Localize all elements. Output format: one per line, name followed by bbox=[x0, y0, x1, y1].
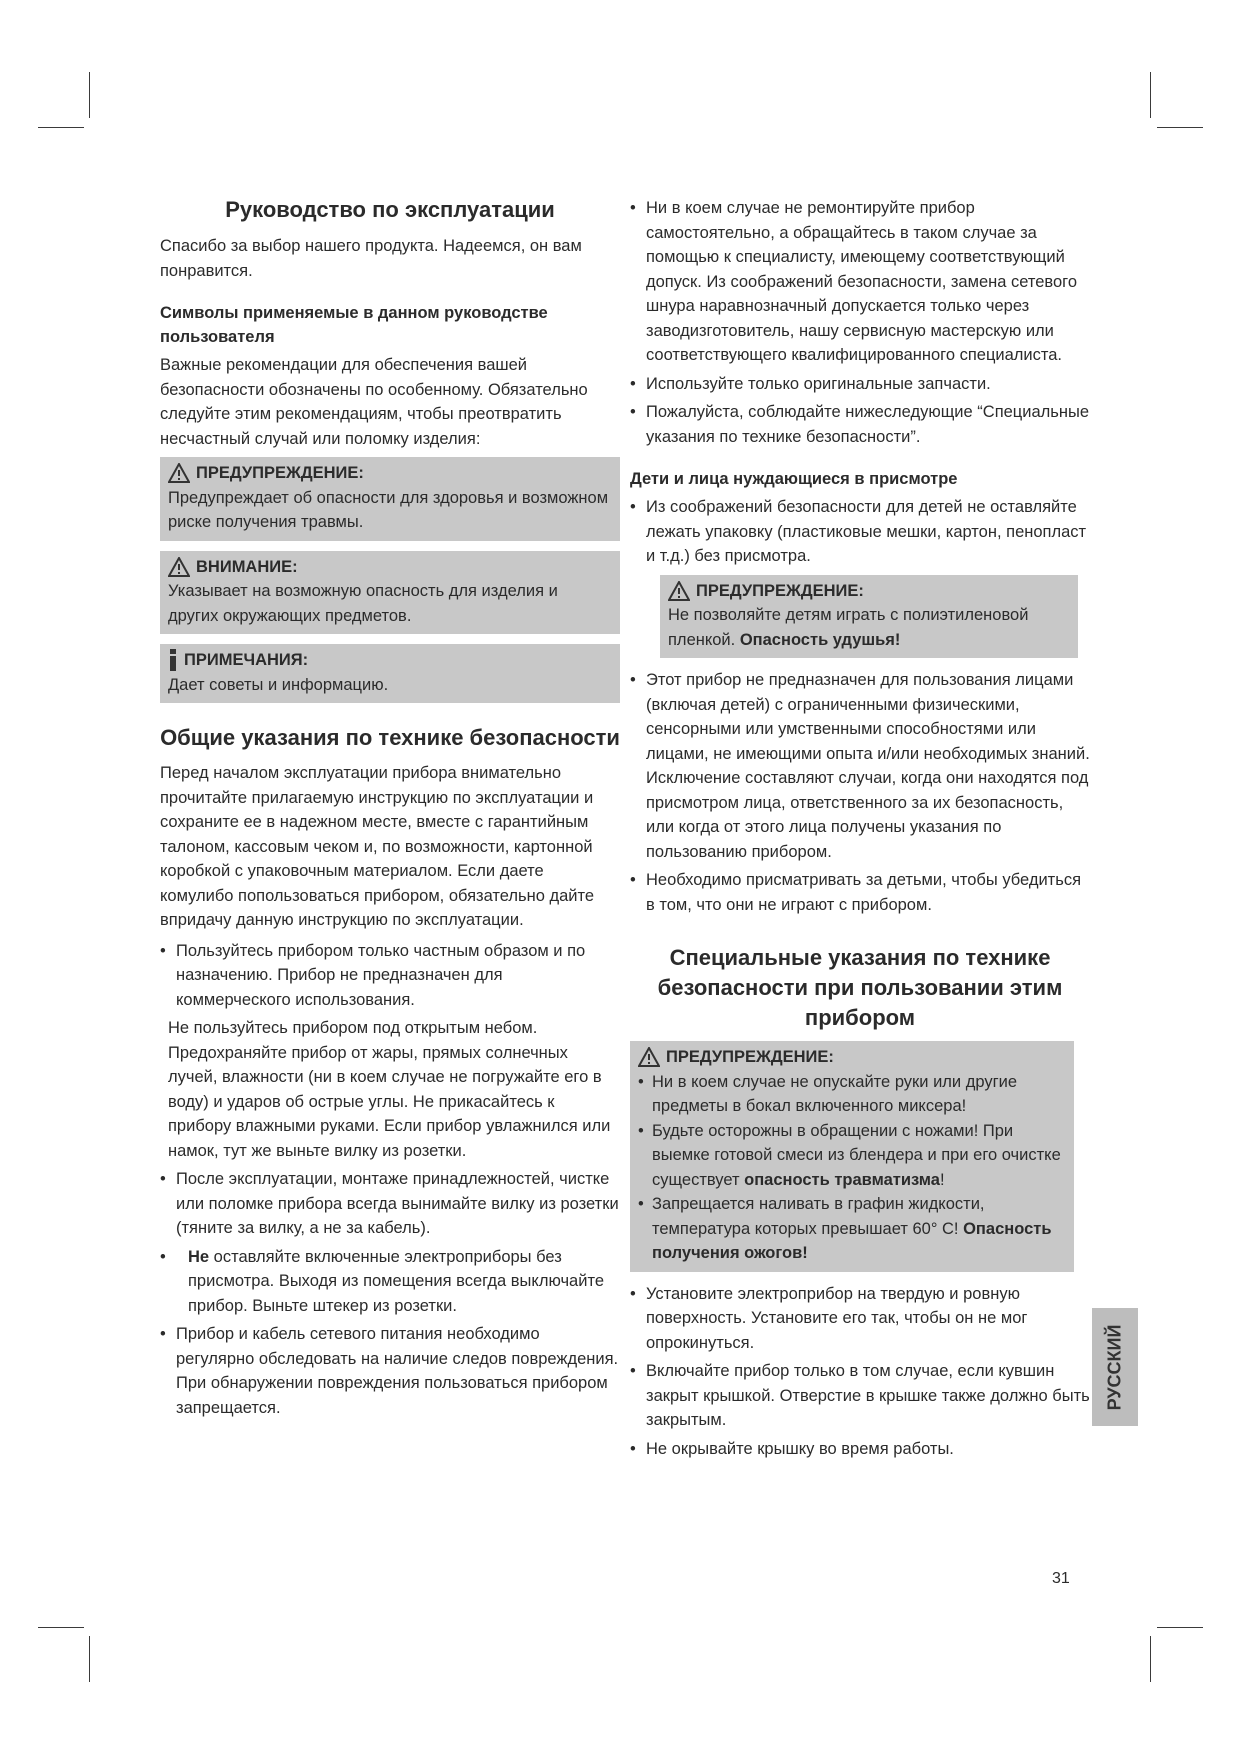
list-item: • После эксплуатации, монтаже принадлежностей, чистке или поломке прибора всегда вынимайте вилку из розетки (тяните за вилку, а не за кабель). bbox=[160, 1170, 619, 1237]
children-warning-text: Не позволяйте детям играть с полиэтиленовой пленкой. Опасность удушья! bbox=[668, 606, 1029, 649]
general-safety-heading: Общие указания по технике безопасности bbox=[160, 725, 620, 750]
list-item: • Будьте осторожны в обращении с ножами! При выемке готовой смеси из блендера и при его очистке существует опасность травматизма! bbox=[638, 1121, 1061, 1189]
general-safety-text: Перед началом эксплуатации прибора внимательно прочитайте прилагаемую инструкцию по эксплуатации и сохраните ее в надежном месте, вместе с гарантийным талоном, кассовым чеком и, по возможности, картонной коробкой с упаковочным материалом. Если даете комулибо попользоваться прибором, обязательно дайте впридачу данную инструкцию по эксплуатации. bbox=[160, 764, 595, 929]
crop-mark bbox=[38, 127, 84, 128]
warning-box-text: Предупреждает об опасности для здоровья и возможном риске получения травмы. bbox=[168, 488, 609, 531]
list-item: • Из соображений безопасности для детей не оставляйте лежать упаковку (пластиковые мешки, картон, пенопласт и т.д.) без присмотра. bbox=[630, 498, 1087, 565]
language-tab bbox=[1092, 1308, 1138, 1426]
symbols-heading: Символы применяемые в данном руководстве пользователя bbox=[160, 304, 548, 346]
installation-list bbox=[630, 1282, 1090, 1462]
special-safety-heading: Специальные указания по технике безопасности при пользовании этим прибором bbox=[657, 945, 1063, 1030]
crop-mark bbox=[1150, 72, 1151, 118]
crop-mark bbox=[1157, 1627, 1203, 1628]
special-warning-list bbox=[638, 1070, 1066, 1266]
warning-icon bbox=[168, 463, 190, 483]
warning-icon bbox=[638, 1047, 660, 1067]
list-item: • Этот прибор не предназначен для пользования лицами (включая детей) с ограниченными физическими, сенсорными или умственными способностями или лицами, не имеющими опыта и/или необходимых знаний. Исключение составляют случаи, когда они находятся под присмотром лица, ответственного за их безопасность, или когда от этого лица получены указания по пользованию прибором. bbox=[630, 671, 1090, 861]
list-item: • Пользуйтесь прибором только частным образом и по назначению. Прибор не предназначен для коммерческого использования. bbox=[160, 941, 586, 1009]
children-list bbox=[630, 495, 1090, 569]
children-warning-title: ПРЕДУПРЕЖДЕНИЕ: bbox=[696, 581, 864, 600]
crop-mark bbox=[89, 1636, 90, 1682]
crop-mark bbox=[38, 1627, 84, 1628]
list-item: • Необходимо присматривать за детьми, чтобы убедиться в том, что они не играют с прибором. bbox=[630, 871, 1082, 914]
list-item: • Включайте прибор только в том случае, если кувшин закрыт крышкой. Отверстие в крышке также должно быть закрытым. bbox=[630, 1362, 1090, 1429]
list-item: • Ни в коем случае не опускайте руки или другие предметы в бокал включенного миксера! bbox=[638, 1072, 1018, 1115]
warning-box bbox=[160, 457, 620, 541]
general-safety-list bbox=[160, 939, 620, 1421]
notes-box bbox=[160, 644, 620, 703]
warning-box-title: ПРЕДУПРЕЖДЕНИЕ: bbox=[196, 464, 364, 482]
list-item: • Не окрывайте крышку во время работы. bbox=[630, 1439, 954, 1458]
warning-icon bbox=[168, 557, 190, 577]
list-item: • Установите электроприбор на твердую и ровную поверхность. Установите его так, чтобы он не мог опрокинуться. bbox=[630, 1284, 1028, 1352]
left-column bbox=[160, 196, 620, 1424]
list-item: • Прибор и кабель сетевого питания необходимо регулярно обследовать на наличие следов повреждения. При обнаружении повреждения пользоваться прибором запрещается. bbox=[160, 1325, 619, 1417]
list-item: • Используйте только оригинальные запчасти. bbox=[630, 374, 991, 393]
notes-box-title: ПРИМЕЧАНИЯ: bbox=[184, 651, 309, 669]
symbols-text: Важные рекомендации для обеспечения вашей безопасности обозначены по особенному. Обязательно следуйте этим рекомендациям, чтобы преотвратить несчастный случай или поломку изделия: bbox=[160, 356, 588, 448]
children-heading: Дети и лица нуждающиеся в присмотре bbox=[630, 470, 958, 488]
list-item: • Запрещается наливать в графин жидкости, температура которых превышает 60° C! Опасность получения ожогов! bbox=[638, 1195, 1052, 1262]
manual-title: Руководство по эксплуатации bbox=[225, 197, 555, 222]
intro-text: Спасибо за выбор нашего продукта. Надеемся, он вам понравится. bbox=[160, 237, 582, 280]
warning-icon bbox=[668, 581, 690, 601]
crop-mark bbox=[1150, 1636, 1151, 1682]
right-column bbox=[630, 196, 1090, 1465]
list-item: • Не оставляйте включенные электроприборы без присмотра. Выходя из помещения всегда выключайте прибор. Выньте штекер из розетки. bbox=[160, 1247, 604, 1315]
crop-mark bbox=[89, 72, 90, 118]
notes-box-text: Дает советы и информацию. bbox=[168, 675, 389, 694]
supervision-list bbox=[630, 668, 1090, 917]
caution-box bbox=[160, 551, 620, 635]
special-warning-box bbox=[630, 1041, 1074, 1272]
list-item: • Пожалуйста, соблюдайте нижеследующие “Специальные указания по технике безопасности”. bbox=[630, 403, 1090, 446]
special-warning-title: ПРЕДУПРЕЖДЕНИЕ: bbox=[666, 1048, 834, 1066]
children-warning-box bbox=[660, 575, 1078, 659]
language-tab-label: РУССКИЙ bbox=[1104, 1324, 1125, 1410]
info-icon bbox=[168, 649, 178, 671]
list-item: • Ни в коем случае не ремонтируйте прибор самостоятельно, а обращайтесь в таком случае за помощью к специалисту, имеющему соответствующий допуск. Из соображений безопасности, замена сетевого шнура наравнозначный допускается только через заводизготовитель, нашу сервисную мастерскую или соответствующего квалифицированного специалиста. bbox=[630, 199, 1078, 364]
caution-box-title: ВНИМАНИЕ: bbox=[196, 557, 298, 576]
list-item: Не пользуйтесь прибором под открытым небом. Предохраняйте прибор от жары, прямых солнечных лучей, влажности (ни в коем случае не погружайте его в воду) и ударов об острые углы. Не прикасайтесь к прибору влажными руками. Если прибор увлажнился или намок, тут же выньте вилку из розетки. bbox=[168, 1019, 611, 1160]
caution-box-text: Указывает на возможную опасность для изделия и других окружающих предметов. bbox=[168, 582, 558, 625]
crop-mark bbox=[1157, 127, 1203, 128]
page-number: 31 bbox=[1052, 1570, 1070, 1587]
repair-list bbox=[630, 196, 1090, 449]
